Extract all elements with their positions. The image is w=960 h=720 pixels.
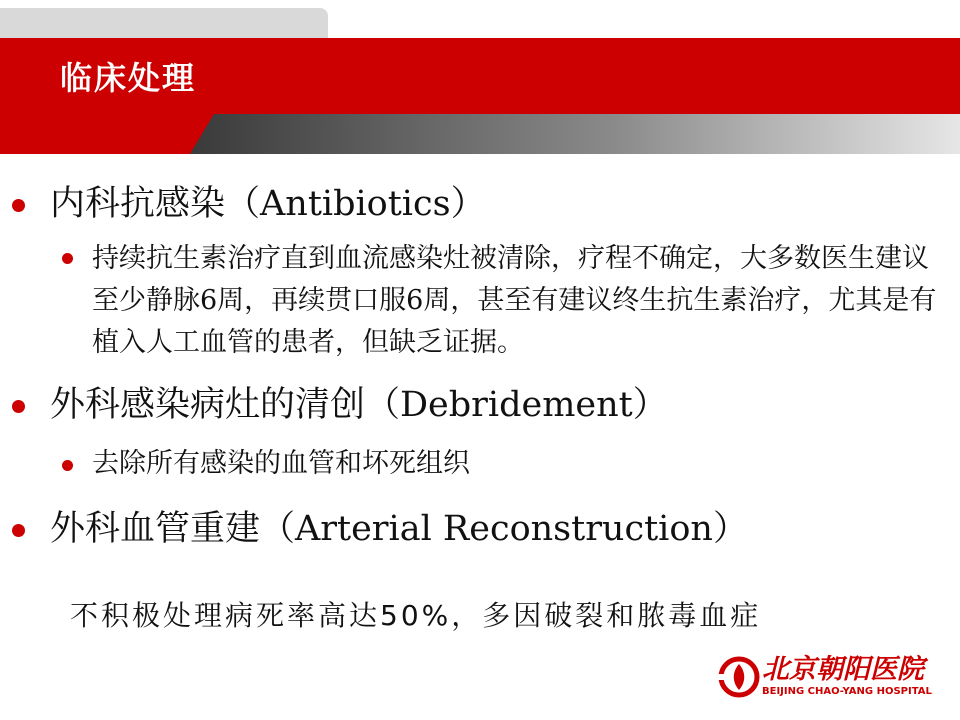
- bullet-dot-icon: [12, 524, 25, 537]
- bullet-debridement: 外科感染病灶的清创（Debridement）: [50, 385, 668, 425]
- hospital-emblem-icon: [718, 656, 760, 698]
- bullet-dot-icon: [62, 253, 73, 264]
- hospital-logo: [718, 654, 938, 700]
- bullet-reconstruction: 外科血管重建（Arterial Reconstruction）: [50, 509, 748, 549]
- bullet-antibiotics: 内科抗感染（Antibiotics）: [50, 184, 486, 224]
- hospital-name-cn: 北京朝阳医院: [762, 654, 924, 685]
- title-gradient-strip: [0, 114, 960, 154]
- hospital-name-en: BEIJING CHAO-YANG HOSPITAL: [762, 686, 932, 697]
- conclusion-text: 不积极处理病死率高达50%，多因破裂和脓毒血症: [70, 599, 762, 632]
- bullet-debridement-detail: 去除所有感染的血管和坏死组织: [92, 448, 470, 479]
- bullet-antibiotics-detail: 持续抗生素治疗直到血流感染灶被清除，疗程不确定，大多数医生建议至少静脉6周，再续贯口服6周，甚至有建议终生抗生素治疗，尤其是有植入人工血管的患者，但缺乏证据。: [92, 243, 937, 358]
- bullet-dot-icon: [12, 400, 25, 413]
- bullet-dot-icon: [62, 460, 73, 471]
- slide-title: 临床处理: [60, 59, 197, 97]
- bullet-dot-icon: [12, 199, 25, 212]
